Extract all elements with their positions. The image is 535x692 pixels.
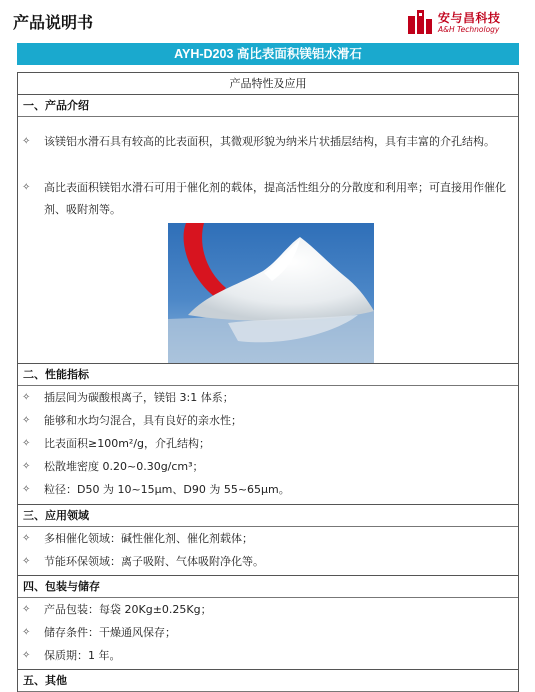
list-item-text: 插层间为碳酸根离子，镁铝 3:1 体系； xyxy=(44,391,234,404)
diamond-bullet-icon: ✧ xyxy=(22,415,31,426)
list-item-text: 松散堆密度 0.20~0.30g/cm³； xyxy=(44,460,204,473)
section-other xyxy=(18,669,518,692)
section-packaging xyxy=(18,575,518,598)
list-item-text: 能够和水均匀混合，具有良好的亲水性； xyxy=(44,414,242,427)
list-item-text: 粒径：D50 为 10~15μm、D90 为 55~65μm。 xyxy=(44,483,290,496)
diamond-bullet-icon: ✧ xyxy=(22,438,31,449)
diamond-bullet-icon: ✧ xyxy=(22,484,31,495)
section-title: 五、其他 xyxy=(18,670,518,692)
document-title: 产品说明书 xyxy=(13,13,94,32)
list-item-text: 产品包装：每袋 20Kg±0.25Kg； xyxy=(44,603,212,616)
company-logo-icon xyxy=(406,8,434,36)
diamond-bullet-icon: ✧ xyxy=(22,392,31,403)
section-title: 四、包装与储存 xyxy=(18,576,518,598)
logo-english-text: A&H Technology xyxy=(438,25,500,34)
list-item-text: 高比表面积镁铝水滑石可用于催化剂的载体，提高活性组分的分散度和利用率；可直接用作催化剂、吸附剂等。 xyxy=(44,181,506,216)
company-logo xyxy=(406,6,506,38)
product-title-banner: AYH-D203 高比表面积镁铝水滑石 xyxy=(17,43,519,65)
section-applications xyxy=(18,504,518,527)
section-intro xyxy=(18,95,518,117)
diamond-bullet-icon: ✧ xyxy=(22,461,31,472)
logo-chinese-text: 安与昌科技 xyxy=(438,11,501,25)
diamond-bullet-icon: ✧ xyxy=(22,533,31,544)
section-title: 一、产品介绍 xyxy=(18,95,518,117)
table-header: 产品特性及应用 xyxy=(18,73,518,95)
diamond-bullet-icon: ✧ xyxy=(22,136,31,147)
section-specs xyxy=(18,363,518,386)
diamond-bullet-icon: ✧ xyxy=(22,604,31,615)
section-title: 三、应用领域 xyxy=(18,505,518,527)
list-item-text: 该镁铝水滑石具有较高的比表面积，其微观形貌为纳米片状插层结构，具有丰富的介孔结构。 xyxy=(44,135,495,148)
diamond-bullet-icon: ✧ xyxy=(22,182,31,193)
diamond-bullet-icon: ✧ xyxy=(22,650,31,661)
section-title: 二、性能指标 xyxy=(18,364,518,386)
list-item-text: 比表面积≥100m²/g，介孔结构； xyxy=(44,437,211,450)
list-item-text: 多相催化领域：碱性催化剂、催化剂载体； xyxy=(44,532,253,545)
list-item-text: 储存条件：干燥通风保存； xyxy=(44,626,176,639)
product-table xyxy=(17,72,519,692)
list-item-text: 节能环保领域：离子吸附、气体吸附净化等。 xyxy=(44,555,264,568)
diamond-bullet-icon: ✧ xyxy=(22,556,31,567)
diamond-bullet-icon: ✧ xyxy=(22,627,31,638)
list-item-text: 保质期：1 年。 xyxy=(44,649,121,662)
product-photo xyxy=(168,223,374,363)
